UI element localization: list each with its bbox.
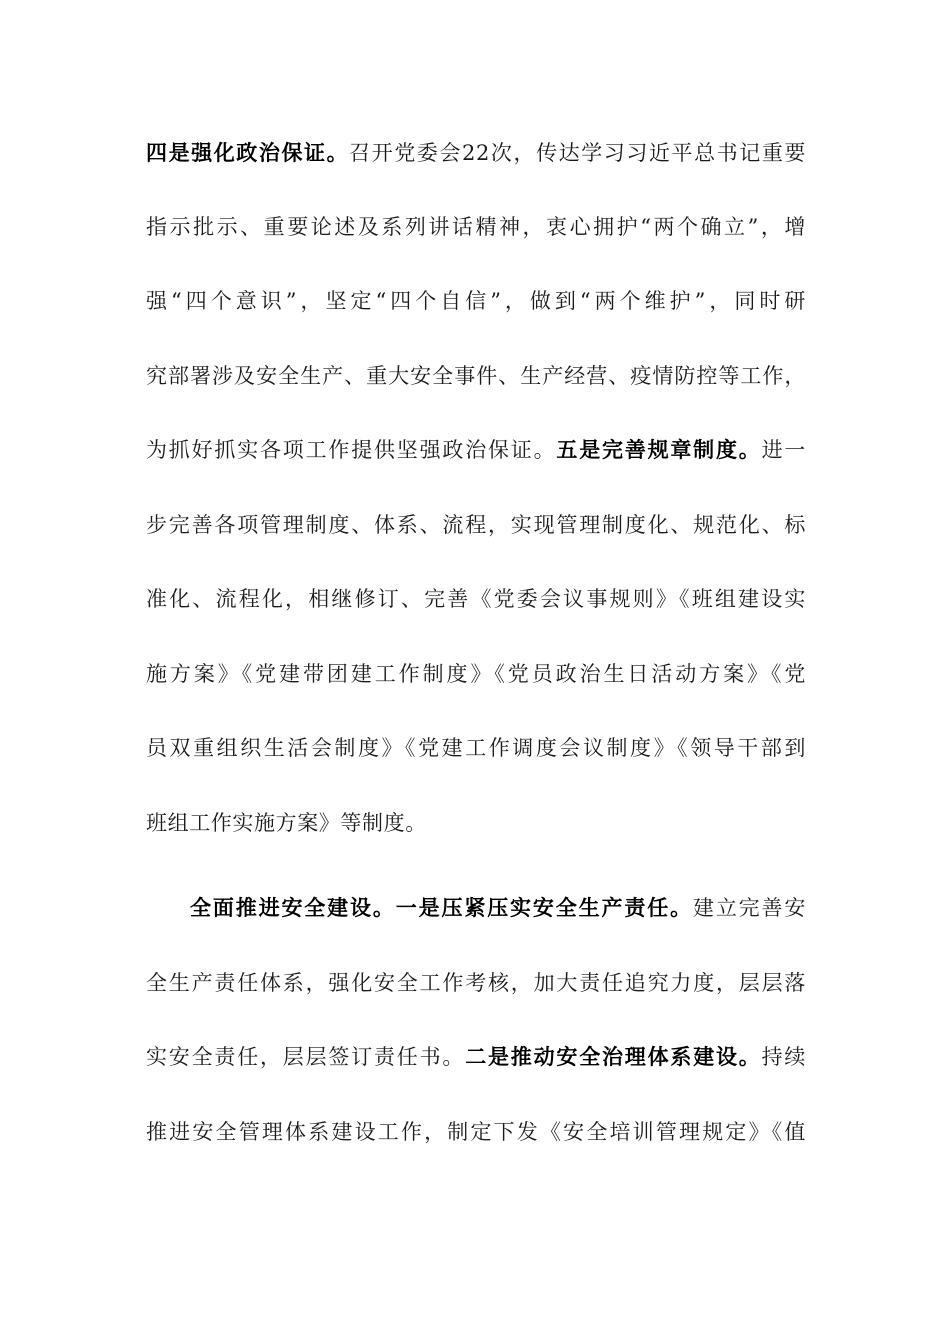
paragraph-line — [146, 1042, 806, 1072]
body-text: 推进安全管理体系建设工作，制定下发《安全培训管理规定》《值 — [146, 1120, 806, 1144]
paragraph-line — [146, 212, 806, 242]
body-text: 准化、流程化，相继修订、完善《党委会议事规则》《班组建设实 — [146, 587, 806, 611]
bold-heading: 四是强化政治保证。 — [146, 140, 350, 165]
body-text: 全生产责任体系，强化安全工作考核，加大责任追究力度，层层落 — [146, 971, 806, 995]
paragraph-line — [146, 808, 806, 838]
body-text: 指示批示、重要论述及系列讲话精神，衷心拥护“两个确立”，增 — [146, 215, 806, 239]
body-text: 持续 — [761, 1045, 806, 1069]
paragraph-line — [190, 893, 806, 923]
paragraph-line — [146, 138, 806, 168]
body-text: 为抓好抓实各项工作提供坚强政治保证。 — [146, 438, 557, 462]
body-text: 员双重组织生活会制度》《党建工作调度会议制度》《领导干部到 — [146, 736, 806, 760]
paragraph-line — [146, 584, 806, 614]
paragraph-line — [146, 733, 806, 763]
body-text: 步完善各项管理制度、体系、流程，实现管理制度化、规范化、标 — [146, 513, 806, 537]
body-text: 建立完善安 — [692, 896, 806, 920]
body-text: 实安全责任，层层签订责任书。 — [146, 1045, 466, 1069]
bold-heading: 五是完善规章制度。 — [556, 437, 762, 462]
body-text: 究部署涉及安全生产、重大安全事件、生产经营、疫情防控等工作， — [146, 364, 806, 388]
body-text: 进一 — [761, 438, 806, 462]
paragraph-line — [146, 286, 806, 316]
bold-heading: 全面推进安全建设。一是压紧压实安全生产责任。 — [190, 895, 693, 920]
paragraph-line — [146, 968, 806, 998]
paragraph-line — [146, 659, 806, 689]
body-text: 召开党委会22次，传达学习习近平总书记重要 — [349, 141, 806, 165]
paragraph-line — [146, 361, 806, 391]
body-text: 强“四个意识”，坚定“四个自信”，做到“两个维护”，同时研 — [146, 289, 806, 313]
body-text: 施方案》《党建带团建工作制度》《党员政治生日活动方案》《党 — [146, 662, 806, 686]
paragraph-line — [146, 435, 806, 465]
paragraph-line — [146, 1117, 806, 1147]
paragraph-line — [146, 510, 806, 540]
body-text: 班组工作实施方案》等制度。 — [146, 811, 427, 835]
bold-heading: 二是推动安全治理体系建设。 — [465, 1044, 762, 1069]
